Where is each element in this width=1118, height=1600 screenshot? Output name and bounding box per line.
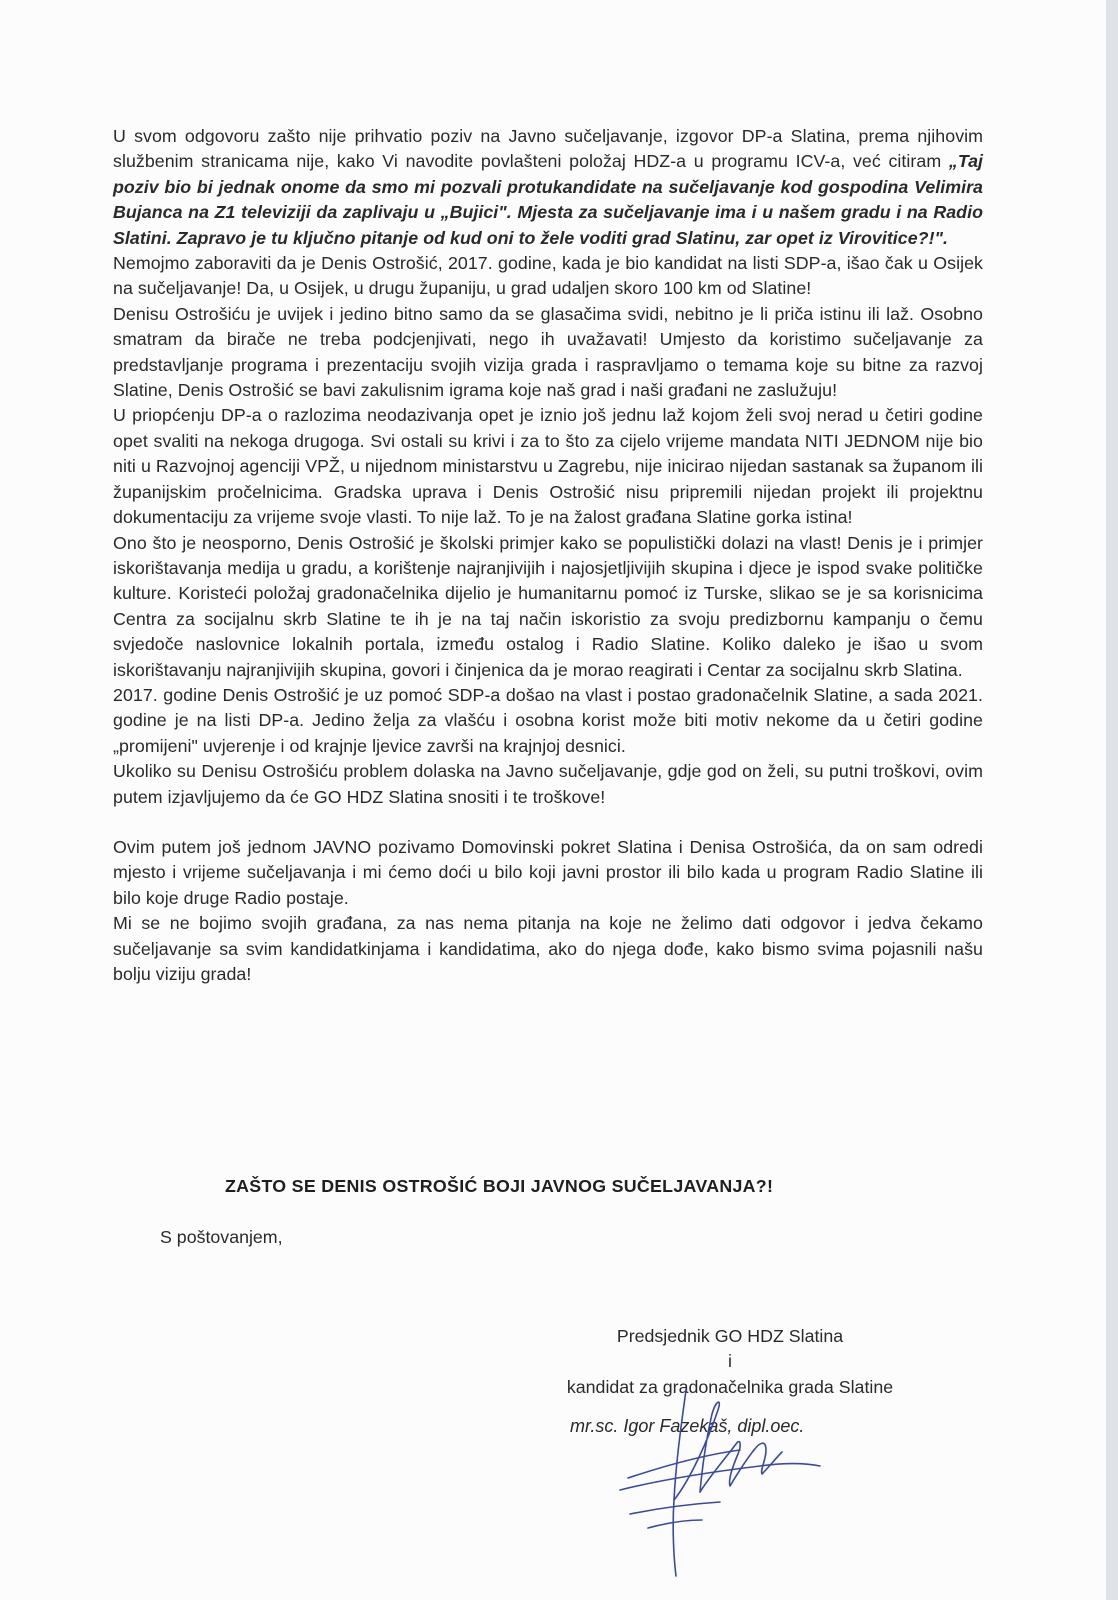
paragraph-populism: Ono što je neosporno, Denis Ostrošić je školski primjer kako se populistički dolazi na vlast! Denis je i primjer iskorištavanja medija u gradu, a korištenje najranjivijih i najosjetljivijih skupina i djece je ispod svake političke kulture. Koristeći položaj gradonačelnika dijelio je humanitarnu pomoć iz Turske, slikao se je sa korisnicima Centra za socijalnu skrb Slatine te ih je na taj način iskoristio za svoju predizbornu kampanju o čemu svjedoče naslovnice lokalnih portala, između ostalog i Radio Slatine. Koliko daleko je išao u svom iskorištavanju najranjivijih skupina, govori i činjenica da je morao reagirati i Centar za socijalnu skrb Slatina.: [113, 532, 983, 680]
signatory-role: Predsjednik GO HDZ Slatina: [616, 1326, 844, 1346]
signatory-conjunction: i: [728, 1351, 732, 1372]
signatory-candidacy: kandidat za gradonačelnika grada Slatine: [566, 1376, 894, 1397]
signatory-name: mr.sc. Igor Fazekaš, dipl.oec.: [570, 1416, 805, 1436]
greeting: S poštovanjem,: [160, 1227, 283, 1247]
handwritten-signature: [590, 1380, 830, 1580]
paragraph-osijek: Nemojmo zaboraviti da je Denis Ostrošić, 2017. godine, kada je bio kandidat na listi SDP-a, išao čak u Osijek na sučeljavanje! Da, u Osijek, u drugu županiju, u grad udaljen skoro 100 km od Slatine!: [113, 253, 983, 299]
quoted-statement: „Taj poziv bio bi jednak onome da smo mi pozvali protukandidate na sučeljavanje kod gospodina Velimira Bujanca na Z1 televiziji da zaplivaju u „Bujici". Mjesta za sučeljavanje ima i u našem gradu i na Radio Slatini. Zapravo je tu ključno pitanje od kud oni to žele voditi grad Slatinu, zar opet iz Virovitice?!".: [113, 151, 983, 248]
page-edge: [1106, 0, 1118, 1600]
paragraph-voters: Denisu Ostrošiću je uvijek i jedino bitno samo da se glasačima svidi, nebitno je li priča istinu ili laž. Osobno smatram da birače ne treba podcjenjivati, nego ih uvažavati! Umjesto da koristimo sučeljavanje za predstavljanje programa i prezentaciju svojih vizija grada i raspravljamo o temama koje su bitne za razvoj Slatine, Denis Ostrošić se bavi zakulisnim igrama koje naš grad i naši građani ne zaslužuju!: [113, 303, 983, 401]
letter-headline: ZAŠTO SE DENIS OSTROŠIĆ BOJI JAVNOG SUČELJAVANJA?!: [225, 1176, 774, 1196]
paragraph-closing: Mi se ne bojimo svojih građana, za nas nema pitanja na koje ne želimo dati odgovor i jedva čekamo sučeljavanje sa svim kandidatkinjama i kandidatima, ako do njega dođe, kako bismo svima pojasnili našu bolju viziju grada!: [113, 913, 983, 984]
paragraph-intro: U svom odgovoru zašto nije prihvatio poziv na Javno sučeljavanje, izgovor DP-a Slatina, prema njihovim službenim stranicama nije, kako Vi navodite povlašteni položaj HDZ-a u programu ICV-a, već citiram: [113, 126, 983, 172]
paragraph-party-switch: 2017. godine Denis Ostrošić je uz pomoć SDP-a došao na vlast i postao gradonačelnik Slatine, a sada 2021. godine je na listi DP-a. Jedino želja za vlašću i osobna korist može biti motiv nekome da u četiri godine „promijeni" uvjerenje i od krajnje ljevice završi na krajnjoj desnici.: [113, 684, 983, 756]
letter-body: [113, 124, 983, 987]
paragraph-announcement: U priopćenju DP-a o razlozima neodazivanja opet je iznio još jednu laž kojom želi svoj nerad u četiri godine opet svaliti na nekoga drugoga. Svi ostali su krivi i za to što za cijelo vrijeme mandata NITI JEDNOM nije bio niti u Razvojnoj agenciji VPŽ, u nijednom ministarstvu u Zagrebu, nije inicirao nijedan sastanak sa županom ili županijskim pročelnicima. Gradska uprava i Denis Ostrošić nisu pripremili nijedan projekt ili projektnu dokumentaciju za vrijeme svoje vlasti. To nije laž. To je na žalost građana Slatine gorka istina!: [113, 405, 983, 528]
paragraph-public-invitation: Ovim putem još jednom JAVNO pozivamo Domovinski pokret Slatina i Denisa Ostrošića, da on sam odredi mjesto i vrijeme sučeljavanja i mi ćemo doći u bilo koji javni prostor ili bilo kada u program Radio Slatine ili bilo koje druge Radio postaje.: [113, 836, 983, 908]
paragraph-citation: [113, 124, 983, 251]
paragraph-travel-costs: Ukoliko su Denisu Ostrošiću problem dolaska na Javno sučeljavanje, gdje god on želi, su putni troškovi, ovim putem izjavljujemo da će GO HDZ Slatina snositi i te troškove!: [113, 761, 983, 807]
